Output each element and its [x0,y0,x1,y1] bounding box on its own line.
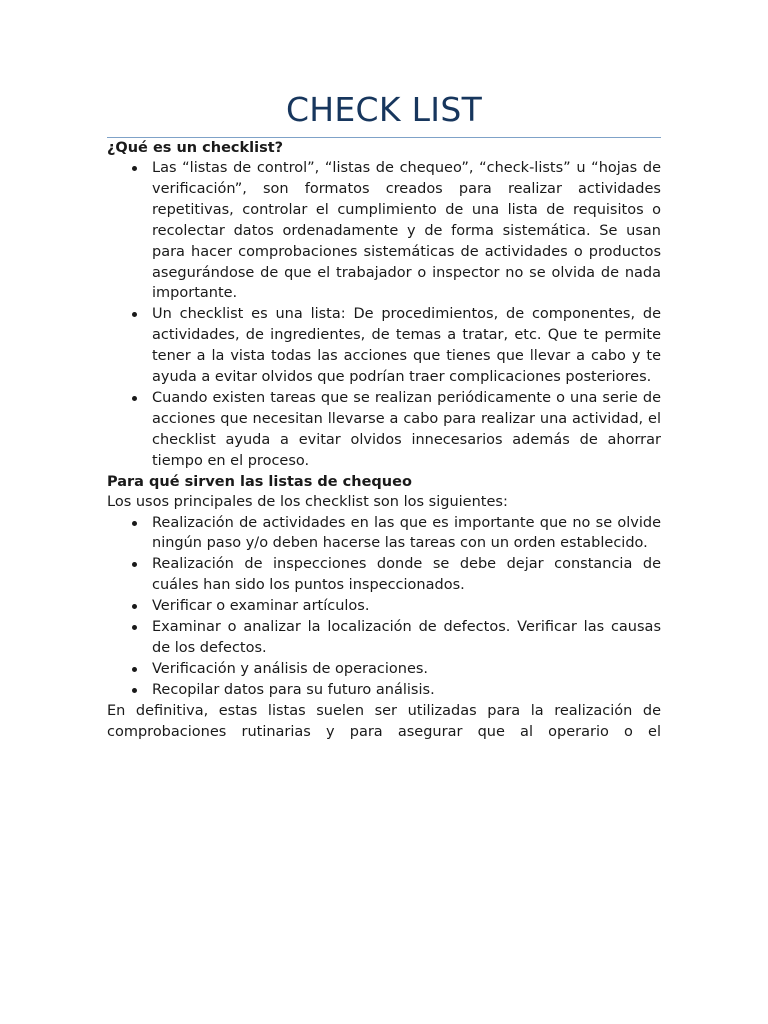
list-item: Realización de actividades en las que es importante que no se olvide ningún paso y/o deben hacerse las tareas con un orden establecido. [107,513,661,555]
uses-intro-paragraph: Los usos principales de los checklist son los siguientes: [107,493,508,510]
document-title: CHECK LIST [285,90,483,129]
list-item: Recopilar datos para su futuro análisis. [107,680,661,701]
list-item: Un checklist es una lista: De procedimientos, de componentes, de actividades, de ingredientes, de temas a tratar, etc. Que te permite tener a la vista todas las acciones que tienes que llevar a cabo y te ayuda a evitar olvidos que podrían traer complicaciones posteriores. [107,304,661,388]
list-item: Cuando existen tareas que se realizan periódicamente o una serie de acciones que necesitan llevarse a cabo para realizar una actividad, el checklist ayuda a evitar olvidos innecesarios además de ahorrar tiempo en el proceso. [107,388,661,472]
section-heading-uses: Para qué sirven las listas de chequeo [107,473,412,490]
document-page [107,0,661,742]
section-heading-what-is-checklist: ¿Qué es un checklist? [107,140,284,156]
uses-bullet-list [107,513,661,701]
list-item: Las “listas de control”, “listas de chequeo”, “check-lists” u “hojas de verificación”, son formatos creados para realizar actividades repetitivas, controlar el cumplimiento de una lista de requisitos o recolectar datos ordenadamente y de forma sistemática. Se usan para hacer comprobaciones sistemáticas de actividades o productos asegurándose de que el trabajador o inspector no se olvida de nada importante. [107,158,661,304]
list-item: Verificación y análisis de operaciones. [107,659,661,680]
conclusion-paragraph: En definitiva, estas listas suelen ser utilizadas para la realización de comprobaciones rutinarias y para asegurar que al operario o el [107,702,661,740]
list-item: Examinar o analizar la localización de defectos. Verificar las causas de los defectos. [107,617,661,659]
list-item: Verificar o examinar artículos. [107,596,661,617]
definition-bullet-list [107,158,661,472]
list-item: Realización de inspecciones donde se debe dejar constancia de cuáles han sido los puntos inspeccionados. [107,554,661,596]
